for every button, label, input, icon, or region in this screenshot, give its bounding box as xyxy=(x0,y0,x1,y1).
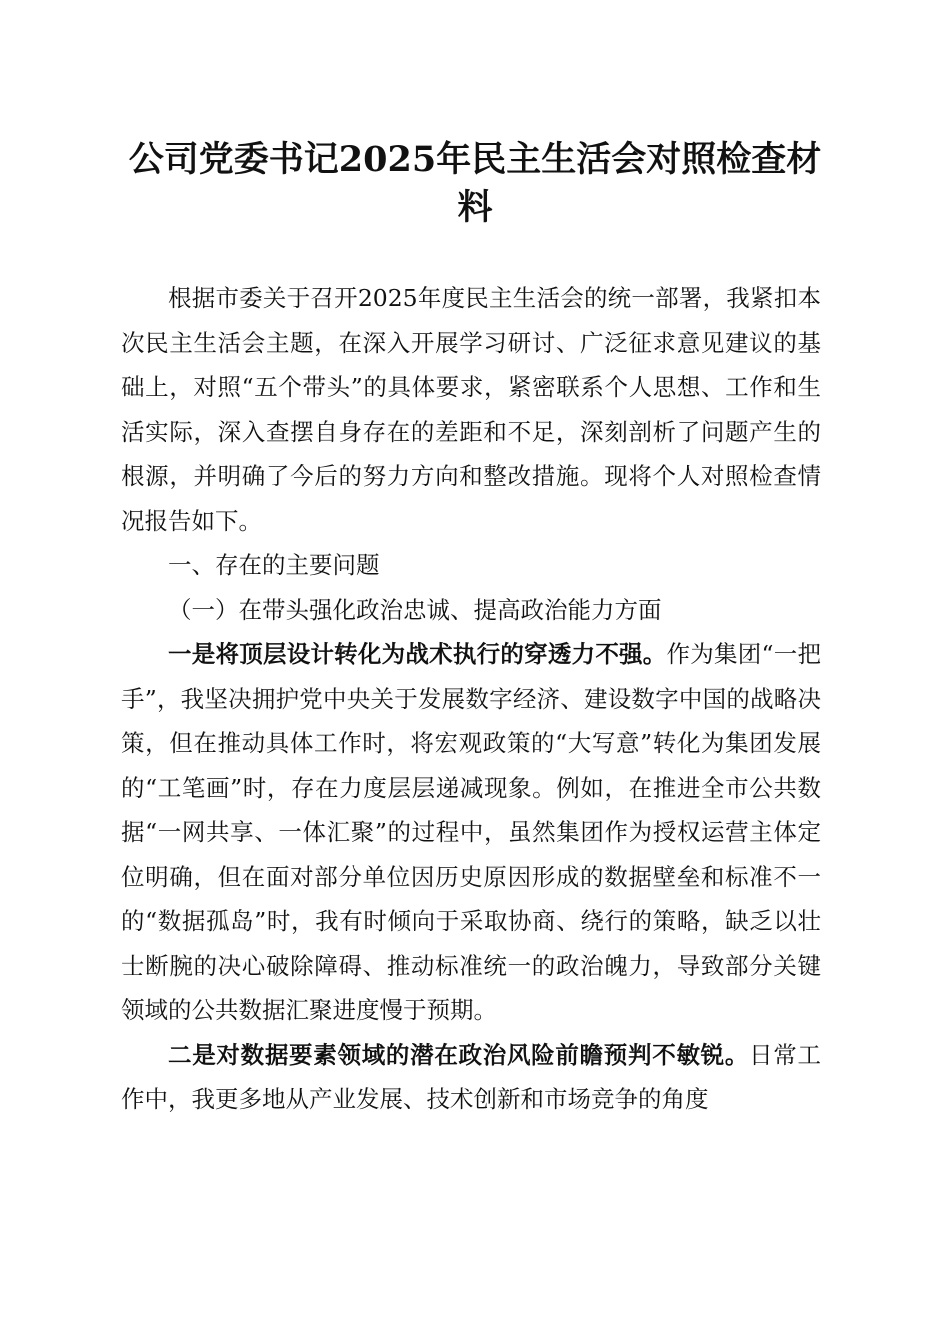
document-title: 公司党委书记2025年民主生活会对照检查材料 xyxy=(128,139,822,228)
point-one-lead: 一是将顶层设计转化为战术执行的穿透力不强。 xyxy=(168,640,667,668)
point-one-text: 作为集团“一把手”，我坚决拥护党中央关于发展数字经济、建设数字中国的战略决策，但在推动具体工作时，将宏观政策的“大写意”转化为集团发展的“工笔画”时，存在力度层层递减现象。例如，在推进全市公共数据“一网共享、一体汇聚”的过程中，虽然集团作为授权运营主体定位明确，但在面对部分单位因历史原因形成的数据壁垒和标准不一的“数据孤岛”时，我有时倾向于采取协商、绕行的策略，缺乏以壮士断腕的决心破除障碍、推动标准统一的政治魄力，导致部分关键领域的公共数据汇聚进度慢于预期。 xyxy=(121,640,822,1024)
subsection-heading-political-loyalty: （一）在带头强化政治忠诚、提高政治能力方面 xyxy=(168,595,662,624)
point-two-text: 日常工作中，我更多地从产业发展、技术创新和市场竞争的角度 xyxy=(121,1040,822,1113)
point-one-paragraph xyxy=(121,632,821,1033)
point-two-paragraph xyxy=(121,1033,821,1122)
intro-paragraph: 根据市委关于召开2025年度民主生活会的统一部署，我紧扣本次民主生活会主题，在深入开展学习研讨、广泛征求意见建议的基础上，对照“五个带头”的具体要求，紧密联系个人思想、工作和生活实际，深入查摆自身存在的差距和不足，深刻剖析了问题产生的根源，并明确了今后的努力方向和整改措施。现将个人对照检查情况报告如下。 xyxy=(121,284,821,535)
document-body xyxy=(121,276,821,1122)
section-heading-problems: 一、存在的主要问题 xyxy=(168,551,380,579)
point-two-lead: 二是对数据要素领域的潜在政治风险前瞻预判不敏锐。 xyxy=(168,1040,750,1069)
